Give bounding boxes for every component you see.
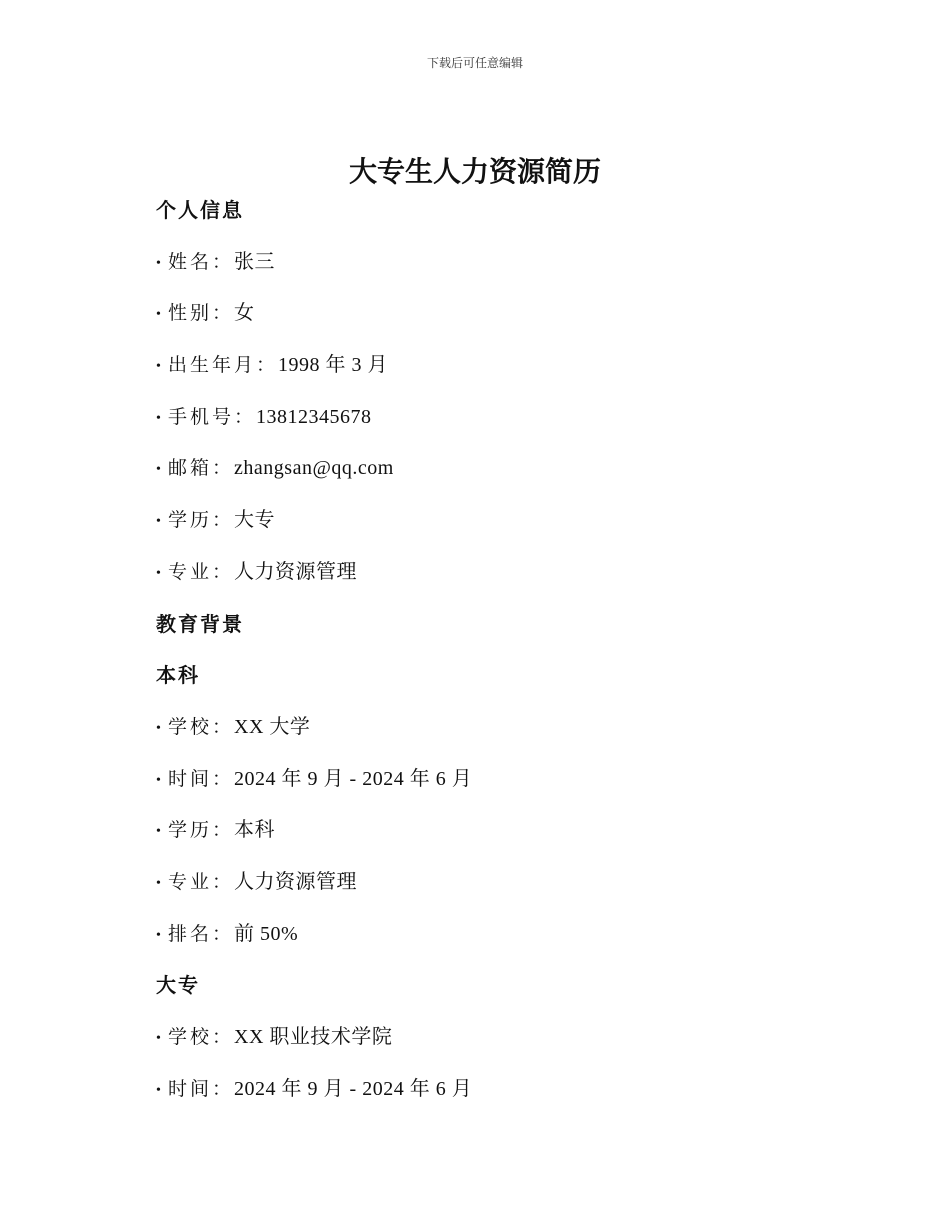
item-separator: ：	[212, 819, 235, 842]
bullet-icon: •	[156, 875, 162, 891]
list-item-gender	[156, 297, 816, 349]
subsection-heading-college: 大专	[156, 973, 200, 998]
item-value: 人力资源管理	[234, 560, 358, 583]
list-item-email	[156, 452, 816, 504]
bullet-icon: •	[156, 307, 162, 323]
item-separator: ：	[212, 870, 235, 893]
item-value: 2024 年 9 月 - 2024 年 6 月	[234, 1077, 473, 1100]
item-separator: ：	[212, 1026, 235, 1048]
list-item-school	[156, 1021, 816, 1073]
item-label: 学历	[168, 819, 213, 842]
list-item-birth	[156, 349, 816, 401]
item-separator: ：	[212, 922, 235, 945]
bullet-icon: •	[156, 720, 162, 736]
item-separator: ：	[212, 715, 235, 738]
item-label: 专业	[168, 560, 213, 583]
item-label: 性别	[168, 302, 213, 325]
item-value: 13812345678	[256, 405, 372, 428]
header-note: 下载后可任意编辑	[426, 56, 523, 70]
list-item-rank	[156, 918, 816, 970]
item-label: 姓名	[168, 250, 213, 273]
section-heading-personal-info: 个人信息	[156, 198, 244, 222]
bullet-icon: •	[156, 462, 162, 478]
bullet-icon: •	[156, 565, 162, 581]
section-heading-education: 教育背景	[156, 611, 244, 636]
subsection-heading-bachelor: 本科	[156, 663, 200, 688]
item-value: 女	[234, 302, 255, 325]
item-separator: ：	[256, 354, 279, 377]
bullet-icon: •	[156, 410, 162, 426]
item-separator: ：	[212, 457, 235, 480]
item-label: 学历	[168, 509, 213, 532]
list-item-phone	[156, 401, 816, 453]
bullet-icon: •	[156, 772, 162, 788]
item-separator: ：	[212, 767, 235, 790]
list-item-degree	[156, 504, 816, 556]
list-item-name	[156, 246, 816, 298]
item-label: 手机号	[168, 405, 235, 428]
item-separator: ：	[212, 509, 235, 532]
item-label: 学校	[168, 715, 213, 738]
bullet-icon: •	[156, 824, 162, 840]
item-value: 本科	[234, 819, 276, 842]
item-value: 前 50%	[234, 922, 299, 945]
list-item-period	[156, 763, 816, 815]
item-value: 2024 年 9 月 - 2024 年 6 月	[234, 767, 473, 790]
bullet-icon: •	[156, 255, 162, 271]
item-value: XX 大学	[234, 715, 311, 738]
item-label: 出生年月	[168, 354, 257, 377]
item-label: 邮箱	[168, 457, 213, 480]
item-separator: ：	[212, 250, 235, 273]
item-value: 1998 年 3 月	[278, 354, 389, 377]
bullet-icon: •	[156, 1082, 162, 1098]
item-separator: ：	[212, 1077, 235, 1100]
list-item-major	[156, 866, 816, 918]
bullet-icon: •	[156, 359, 162, 375]
item-value: 人力资源管理	[234, 870, 358, 893]
list-item-school	[156, 711, 816, 763]
resume-title: 大专生人力资源简历	[348, 155, 601, 188]
item-value: XX 职业技术学院	[234, 1026, 393, 1048]
bullet-icon: •	[156, 927, 162, 943]
bullet-icon: •	[156, 514, 162, 530]
item-separator: ：	[234, 405, 257, 428]
item-separator: ：	[212, 302, 235, 325]
item-label: 排名	[168, 922, 213, 945]
item-value: 大专	[234, 509, 276, 532]
item-label: 时间	[168, 767, 213, 790]
item-label: 时间	[168, 1077, 213, 1100]
list-item-degree	[156, 814, 816, 866]
item-label: 学校	[168, 1026, 213, 1048]
item-label: 专业	[168, 870, 213, 893]
bullet-icon: •	[156, 1031, 162, 1046]
item-value: zhangsan@qq.com	[234, 457, 394, 480]
list-item-major	[156, 556, 816, 608]
list-item-period	[156, 1073, 816, 1125]
item-separator: ：	[212, 560, 235, 583]
resume-content	[156, 194, 816, 1124]
item-value: 张三	[234, 250, 276, 273]
